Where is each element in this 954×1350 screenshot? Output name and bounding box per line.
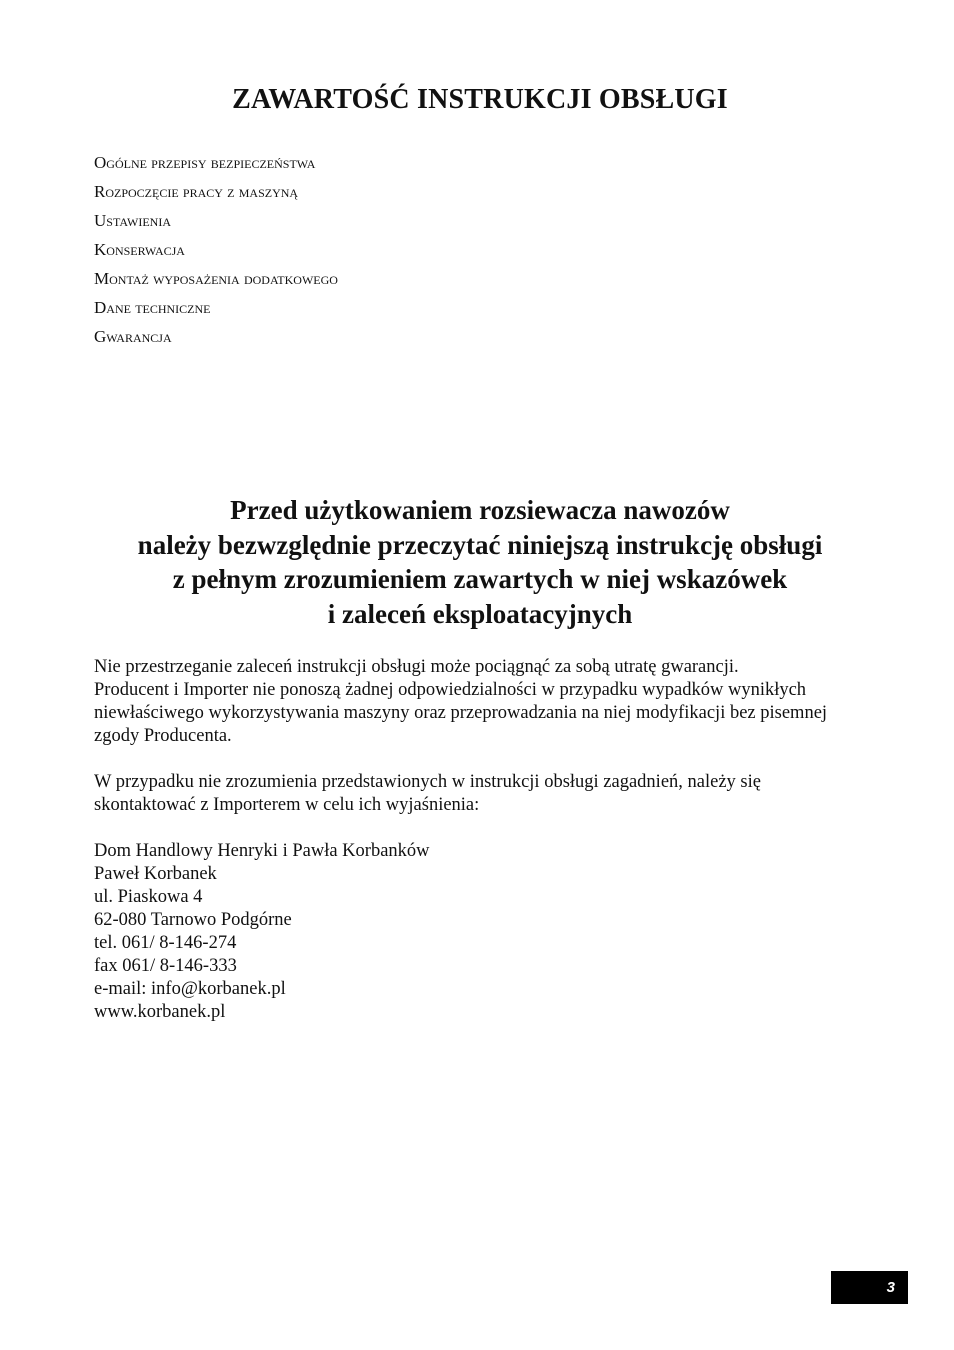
liability-paragraph [94,656,884,748]
table-of-contents [94,148,338,351]
paragraph-line: zgody Producenta. [94,726,232,746]
warning-line: Przed użytkowaniem rozsiewacza nawozów [230,495,730,525]
toc-item-accessories: Montaż wyposażenia dodatkowego [94,269,338,288]
toc-item-safety: Ogólne przepisy bezpieczeństwa [94,153,316,172]
warning-notice [0,493,954,631]
contact-fax: fax 061/ 8-146-333 [94,956,237,976]
paragraph-line: niewłaściwego wykorzystywania maszyny oraz przeprowadzania na niej modyfikacji bez pisemnej [94,703,828,723]
contact-website: www.korbanek.pl [94,1002,226,1022]
paragraph-line: W przypadku nie zrozumienia przedstawionych w instrukcji obsługi zagadnień, należy się [94,772,761,792]
contact-email: e-mail: info@korbanek.pl [94,979,286,999]
warning-line: z pełnym zrozumieniem zawartych w niej wskazówek [172,564,788,594]
toc-item-settings: Ustawienia [94,211,172,230]
contact-city: 62-080 Tarnowo Podgórne [94,910,292,930]
warning-line: należy bezwzględnie przeczytać niniejszą instrukcję obsługi [137,529,823,560]
paragraph-line: skontaktować z Importerem w celu ich wyjaśnienia: [94,795,480,815]
importer-contact-block [94,840,884,1024]
contact-info-paragraph [94,771,884,817]
toc-item-startup: Rozpoczęcie pracy z maszyną [94,182,299,201]
toc-item-warranty: Gwarancja [94,327,172,346]
toc-item-technical-data: Dane techniczne [94,298,211,317]
contact-phone: tel. 061/ 8-146-274 [94,933,237,953]
contact-street: ul. Piaskowa 4 [94,887,203,907]
contact-person: Paweł Korbanek [94,864,217,884]
contact-company: Dom Handlowy Henryki i Pawła Korbanków [94,841,430,861]
warning-line: i zaleceń eksploatacyjnych [327,598,633,629]
paragraph-line: Nie przestrzeganie zaleceń instrukcji obsługi może pociągnąć za sobą utratę gwarancji. [94,657,739,677]
paragraph-line: Producent i Importer nie ponoszą żadnej odpowiedzialności w przypadku wypadków wynikłych [94,680,807,700]
page-number-badge: 3 [831,1271,908,1304]
toc-item-maintenance: Konserwacja [94,240,185,259]
page-title: ZAWARTOŚĆ INSTRUKCJI OBSŁUGI [232,84,728,115]
